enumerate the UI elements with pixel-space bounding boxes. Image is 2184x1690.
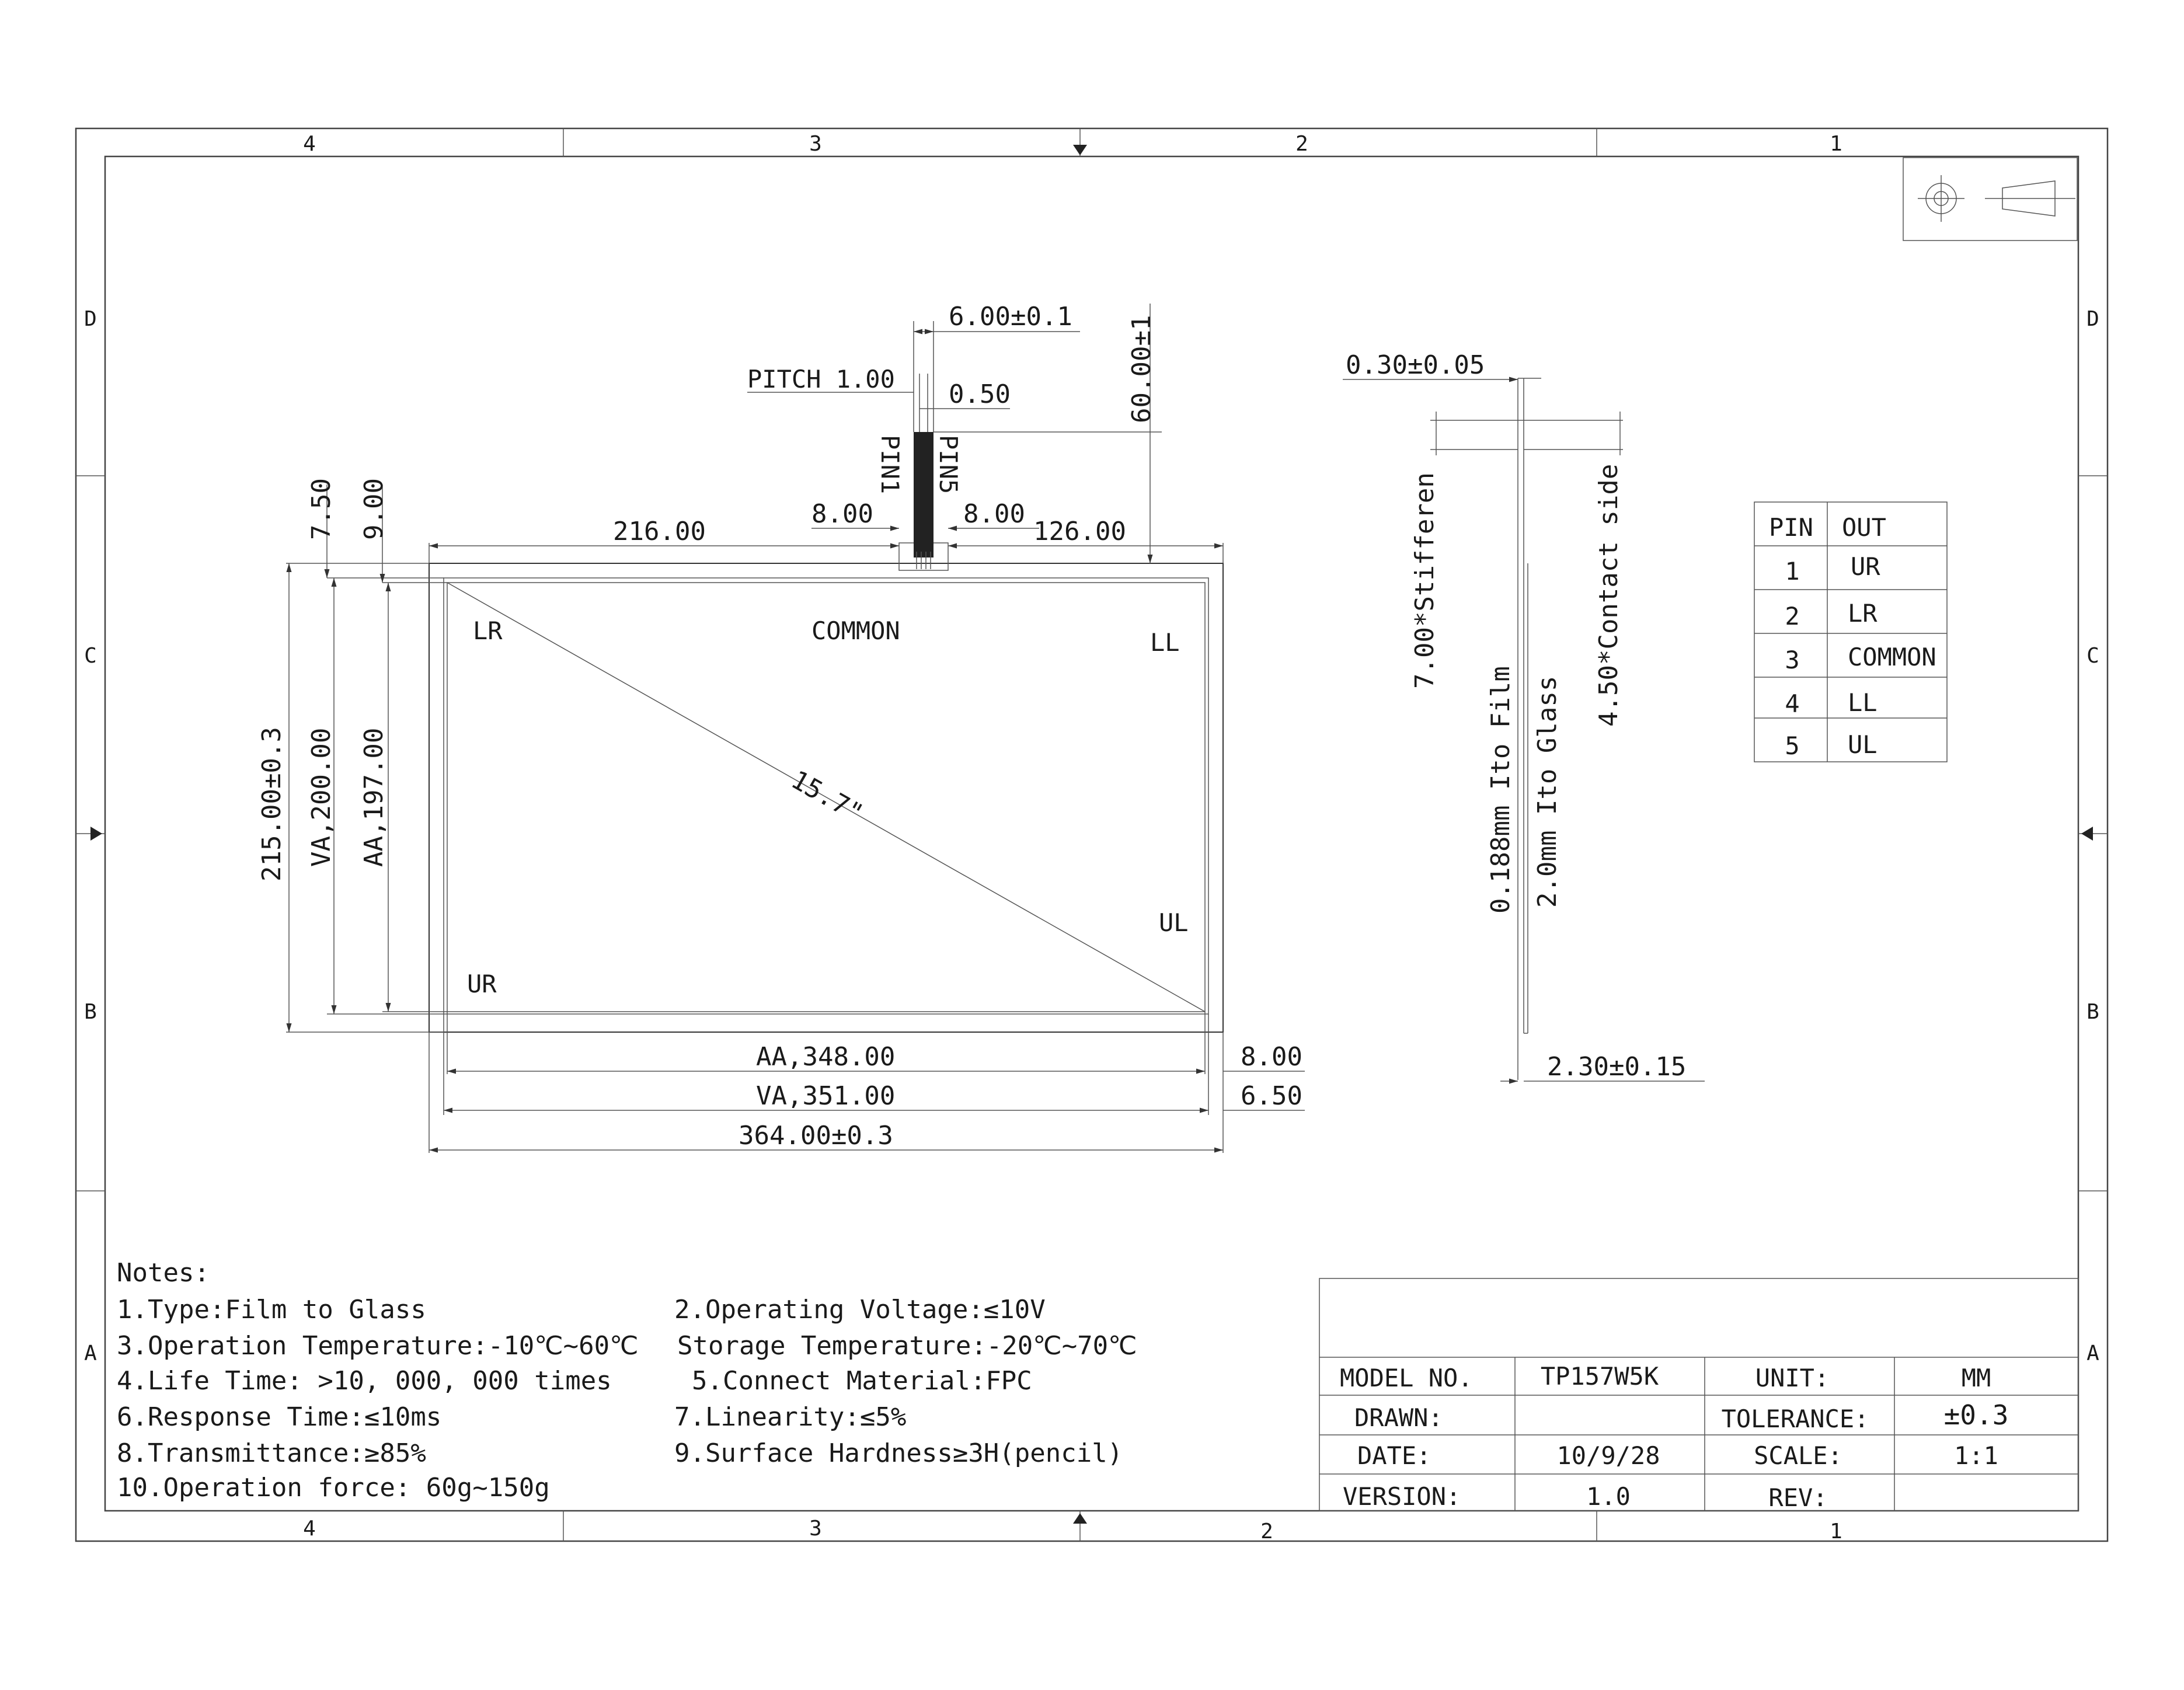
zone-right-b: B <box>2087 1000 2099 1024</box>
corner-ll: LL <box>1150 628 1180 657</box>
aa-height-dim: AA,197.00 <box>359 727 389 867</box>
notes-block <box>117 1258 1137 1503</box>
notes-title: Notes: <box>117 1258 210 1288</box>
contact-side-label: 4.50*Contact side <box>1594 464 1624 727</box>
pin-table-row-5-pin: 5 <box>1785 731 1800 760</box>
date-value: 10/9/28 <box>1556 1441 1660 1470</box>
note-4: 4.Life Time: >10, 000, 000 times <box>117 1366 612 1396</box>
drawn-label: DRAWN: <box>1354 1403 1443 1432</box>
va-width-dim: VA,351.00 <box>756 1081 896 1111</box>
fpc-dimensions <box>429 302 1223 563</box>
right-aa-dim: 8.00 <box>1241 1042 1302 1072</box>
zone-top-3: 3 <box>809 132 822 156</box>
zone-bottom-2: 2 <box>1260 1520 1273 1543</box>
top-va-dim: 7.50 <box>306 478 336 540</box>
zone-left-c: C <box>84 644 97 668</box>
zone-left-a: A <box>84 1341 97 1365</box>
projection-symbol <box>1903 158 2077 241</box>
tolerance-value: ±0.3 <box>1943 1399 2009 1431</box>
note-5: 5.Connect Material:FPC <box>692 1366 1032 1396</box>
corner-ur: UR <box>467 970 497 998</box>
fpc-gap-left-dim: 8.00 <box>811 499 873 529</box>
note-7: 7.Linearity:≤5% <box>674 1402 907 1432</box>
stiffener-label: 7.00*Stifferen <box>1410 472 1440 689</box>
projection-circle-icon <box>1918 175 1964 222</box>
note-8: 8.Transmittance:≥85% <box>117 1438 426 1468</box>
aa-width-dim: AA,348.00 <box>756 1042 896 1072</box>
model-label: MODEL NO. <box>1340 1364 1473 1392</box>
note-1: 1.Type:Film to Glass <box>117 1295 426 1325</box>
corner-ul: UL <box>1159 908 1189 937</box>
pin-table-header-pin: PIN <box>1769 513 1813 542</box>
center-mark-top-icon <box>1073 145 1087 155</box>
note-10: 10.Operation force: 60g~150g <box>117 1473 550 1503</box>
corner-lr: LR <box>473 616 503 645</box>
pin1-label: PIN1 <box>876 435 904 494</box>
panel-front-view <box>286 563 1223 1032</box>
fpc-tail <box>876 321 963 570</box>
total-height-dim: 215.00±0.3 <box>257 727 287 881</box>
center-mark-right-icon <box>2081 827 2093 841</box>
note-3: 3.Operation Temperature:-10℃~60℃ <box>117 1331 639 1361</box>
pin-table-row-3-pin: 3 <box>1785 646 1800 674</box>
zone-left-d: D <box>84 307 97 331</box>
pin-table-row-1-out: UR <box>1851 552 1880 581</box>
note-6: 6.Response Time:≤10ms <box>117 1402 442 1432</box>
title-block <box>1319 1278 2078 1512</box>
zone-left-b: B <box>84 1000 97 1024</box>
zone-top-4: 4 <box>303 132 316 156</box>
note-9: 9.Surface Hardness≥3H(pencil) <box>674 1438 1123 1468</box>
zone-top-1: 1 <box>1830 132 1842 156</box>
zone-right-d: D <box>2087 307 2099 331</box>
pin5-label: PIN5 <box>934 435 963 494</box>
pin-table-header-out: OUT <box>1842 513 1886 542</box>
pin-width-dim: 0.50 <box>949 379 1011 409</box>
tolerance-label: TOLERANCE: <box>1721 1405 1869 1433</box>
center-mark-bottom-icon <box>1073 1513 1087 1524</box>
total-width-dim: 364.00±0.3 <box>739 1121 893 1151</box>
pin-table-row-2-pin: 2 <box>1785 602 1800 630</box>
version-label: VERSION: <box>1343 1482 1461 1511</box>
projection-frustum-icon <box>1985 181 2075 216</box>
glass-label: 2.0mm Ito Glass <box>1532 675 1562 908</box>
zone-right-a: A <box>2087 1341 2099 1365</box>
film-label: 0.188mm Ito Film <box>1486 666 1516 914</box>
unit-value: MM <box>1961 1364 1991 1392</box>
pin-table-row-5-out: UL <box>1848 730 1878 759</box>
date-label: DATE: <box>1357 1441 1431 1470</box>
fpc-length-dim: 60.00±1 <box>1127 315 1157 423</box>
thickness-top-dim: 0.30±0.05 <box>1346 350 1485 380</box>
version-value: 1.0 <box>1586 1482 1631 1511</box>
model-value: TP157W5K <box>1540 1362 1659 1391</box>
pin-table-row-1-pin: 1 <box>1785 557 1800 586</box>
rev-label: REV: <box>1768 1483 1828 1512</box>
right-va-dim: 6.50 <box>1241 1081 1302 1111</box>
fpc-trace-bundle <box>914 432 933 557</box>
fpc-gap-right-dim: 8.00 <box>963 499 1025 529</box>
note-2: 2.Operating Voltage:≤10V <box>674 1295 1046 1325</box>
unit-label: UNIT: <box>1755 1364 1830 1392</box>
zone-top-2: 2 <box>1295 132 1308 156</box>
side-view <box>1343 350 1705 1082</box>
diagonal-label: 15.7" <box>786 765 868 829</box>
zone-bottom-3: 3 <box>809 1517 822 1541</box>
scale-label: SCALE: <box>1754 1441 1842 1470</box>
note-3b: Storage Temperature:-20℃~70℃ <box>677 1331 1137 1361</box>
va-height-dim: VA,200.00 <box>306 727 336 867</box>
center-mark-left-icon <box>90 827 102 841</box>
right-offset-dim: 126.00 <box>1033 517 1126 546</box>
scale-value: 1:1 <box>1954 1441 1998 1470</box>
thickness-bottom-dim: 2.30±0.15 <box>1547 1052 1687 1082</box>
width-dimensions <box>429 1012 1305 1153</box>
pin-table <box>1754 502 1947 762</box>
pin-table-row-4-pin: 4 <box>1785 689 1800 718</box>
zone-bottom-4: 4 <box>303 1517 316 1541</box>
zone-right-c: C <box>2087 644 2099 668</box>
pin-table-row-2-out: LR <box>1848 599 1878 628</box>
pitch-dim: PITCH 1.00 <box>747 365 895 393</box>
top-aa-dim: 9.00 <box>359 478 389 540</box>
pin-table-row-4-out: LL <box>1848 688 1878 717</box>
common-label: COMMON <box>811 616 900 645</box>
zone-bottom-1: 1 <box>1830 1520 1842 1543</box>
fpc-width-dim: 6.00±0.1 <box>949 302 1072 332</box>
pin-table-row-3-out: COMMON <box>1848 643 1936 671</box>
height-dimensions <box>257 478 389 1032</box>
left-offset-dim: 216.00 <box>613 517 706 546</box>
